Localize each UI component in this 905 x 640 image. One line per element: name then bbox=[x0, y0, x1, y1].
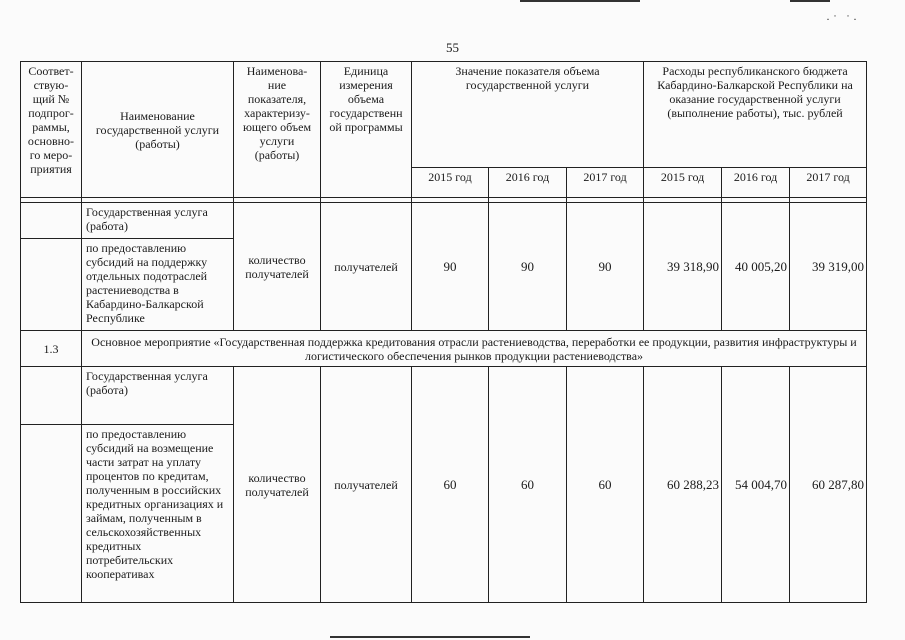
block2-indicator: количество получателей bbox=[234, 367, 321, 603]
block2-service-description: по предоставлению субсидий на возмещение части затрат на уплату процентов по кредитам, полученным в российских кредитных организациях и займам, полученным в сельскохозяйственных кредитных потребительских кооперативах bbox=[82, 425, 234, 603]
block1-expense-2017: 39 319,00 bbox=[790, 203, 867, 331]
block2-expense-2015: 60 288,23 bbox=[644, 367, 722, 603]
header-expense-year: 2015 год bbox=[644, 168, 722, 198]
services-table bbox=[20, 61, 867, 603]
page-number: 55 bbox=[446, 40, 459, 55]
header-indicator-name: Наименова-ние показателя, характеризу-ющего объем услуги (работы) bbox=[234, 62, 321, 198]
scan-artifact-dots: ·˙ ˙· bbox=[826, 12, 860, 26]
header-value-year: 2016 год bbox=[489, 168, 567, 198]
section-title: Основное мероприятие «Государственная поддержка кредитования отрасли растениеводства, переработки ее продукции, развития инфраструктуры и логистического обеспечения рынков продукции растениеводства» bbox=[82, 331, 867, 367]
block2-number-cell-2 bbox=[21, 425, 82, 603]
block1-service-description: по предоставлению субсидий на поддержку отдельных подотраслей растениеводства в Кабардино-Балкарской Республике bbox=[82, 239, 234, 331]
block2-number-cell bbox=[21, 367, 82, 425]
block2-value-2016: 60 bbox=[489, 367, 567, 603]
block1-number-cell bbox=[21, 203, 82, 239]
scan-artifact-top-right bbox=[790, 0, 830, 2]
section-number: 1.3 bbox=[21, 331, 82, 367]
header-service-name: Наименование государственной услуги (работы) bbox=[82, 62, 234, 198]
block2-expense-2016: 54 004,70 bbox=[722, 367, 790, 603]
header-expense-year: 2016 год bbox=[722, 168, 790, 198]
block2-service-title: Государственная услуга (работа) bbox=[82, 367, 234, 425]
block1-unit: получателей bbox=[321, 203, 412, 331]
block1-expense-2015: 39 318,90 bbox=[644, 203, 722, 331]
header-expense-year: 2017 год bbox=[790, 168, 867, 198]
block1-value-2016: 90 bbox=[489, 203, 567, 331]
block1-expense-2016: 40 005,20 bbox=[722, 203, 790, 331]
block2-unit: получателей bbox=[321, 367, 412, 603]
block2-expense-2017: 60 287,80 bbox=[790, 367, 867, 603]
block2-value-2017: 60 bbox=[567, 367, 644, 603]
block1-service-title: Государственная услуга (работа) bbox=[82, 203, 234, 239]
block1-value-2017: 90 bbox=[567, 203, 644, 331]
block2-value-2015: 60 bbox=[412, 367, 489, 603]
header-program-number: Соответ-ствую-щий № подпрог-раммы, основно-го меро-приятия bbox=[21, 62, 82, 198]
block1-number-cell-2 bbox=[21, 239, 82, 331]
header-value-year: 2015 год bbox=[412, 168, 489, 198]
scan-artifact-top bbox=[520, 0, 640, 2]
header-value-year: 2017 год bbox=[567, 168, 644, 198]
header-expenses: Расходы республиканского бюджета Кабардино-Балкарской Республики на оказание государственной услуги (выполнение работы), тыс. рублей bbox=[644, 62, 867, 168]
scan-artifact-bottom bbox=[330, 636, 530, 638]
header-indicator-value: Значение показателя объема государственной услуги bbox=[412, 62, 644, 168]
block1-indicator: количество получателей bbox=[234, 203, 321, 331]
header-unit: Единица измерения объема государственн ой программы bbox=[321, 62, 412, 198]
block1-value-2015: 90 bbox=[412, 203, 489, 331]
